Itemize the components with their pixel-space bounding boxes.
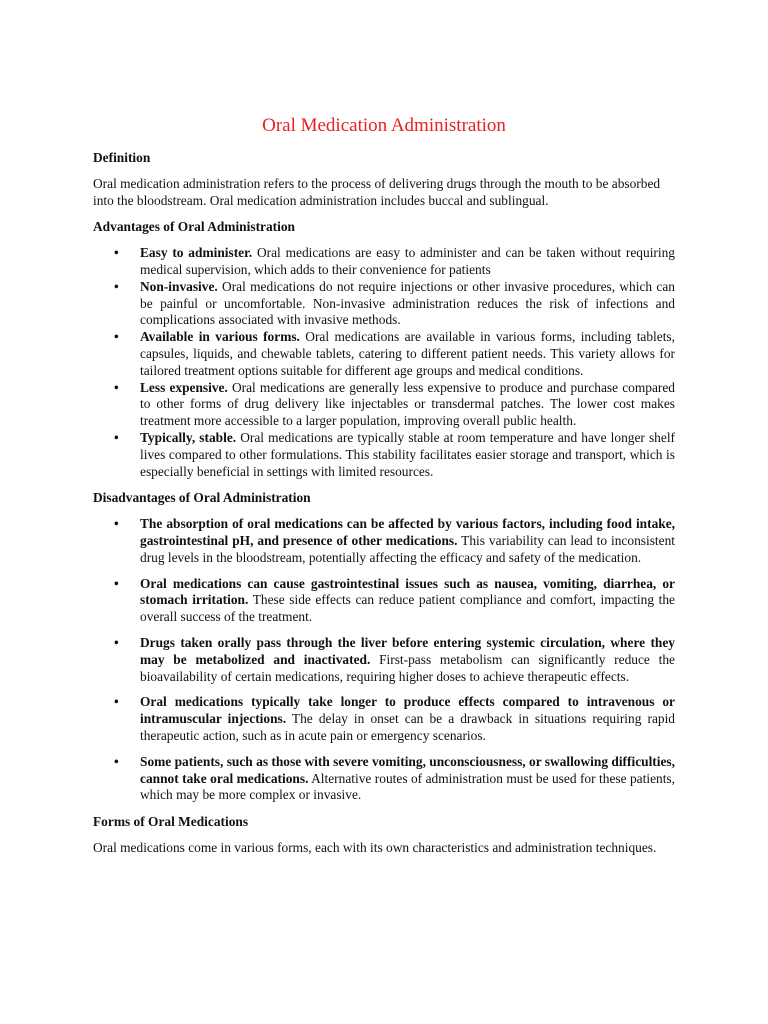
- definition-heading: Definition: [93, 150, 151, 165]
- list-item: [93, 635, 675, 685]
- list-item: [93, 245, 675, 279]
- item-lead: Available in various forms.: [140, 329, 300, 345]
- disadvantages-list: [93, 516, 675, 804]
- bullet-icon: •: [114, 429, 119, 445]
- item-lead: Typically, stable.: [140, 429, 237, 445]
- item-text: The delay in onset can be a drawback in situations requiring rapid therapeutic action, such as in acute pain or emergency scenarios.: [140, 711, 676, 743]
- definition-text: Oral medication administration refers to the process of delivering drugs through the mouth to be absorbed into the bloodstream. Oral medication administration includes buccal and sublingual.: [93, 175, 661, 208]
- page-title: Oral Medication Administration: [262, 115, 506, 136]
- list-item: [93, 329, 675, 379]
- item-text: First-pass metabolism can significantly reduce the bioavailability of certain medications, requiring higher doses to achieve therapeutic effects.: [140, 651, 675, 684]
- advantages-heading: Advantages of Oral Administration: [93, 219, 295, 235]
- item-lead: Some patients, such as those with severe vomiting, unconsciousness, or swallowing difficulties, cannot take oral medications.: [140, 753, 675, 786]
- bullet-icon: •: [114, 516, 119, 532]
- list-item: [93, 576, 675, 626]
- list-item: [93, 380, 675, 430]
- item-lead: Less expensive.: [140, 379, 228, 395]
- bullet-icon: •: [114, 753, 119, 769]
- list-item: [93, 430, 675, 480]
- item-text: Oral medications do not require injections or other invasive procedures, which can be painful or uncomfortable. Non-invasive administration reduces the risk of infections and complications associated with invasive methods.: [140, 278, 675, 328]
- item-lead: The absorption of oral medications can be affected by various factors, including food intake, gastrointestinal pH, and presence of other medications.: [140, 516, 675, 548]
- item-lead: Easy to administer.: [140, 245, 253, 261]
- bullet-icon: •: [114, 575, 119, 591]
- item-text: Oral medications are generally less expensive to produce and purchase compared to other forms of drug delivery like injectables or transdermal patches. The lower cost makes treatment more accessible to a larger population, improving overall public health.: [140, 379, 675, 429]
- list-item: [93, 516, 675, 566]
- list-item: [93, 279, 675, 329]
- disadvantages-heading: Disadvantages of Oral Administration: [93, 490, 311, 506]
- item-text: Oral medications are available in various forms, including tablets, capsules, liquids, and chewable tablets, catering to different patient needs. This variety allows for tailored treatment options suitable for different age groups and medical conditions.: [140, 329, 675, 378]
- item-text: Oral medications are easy to administer and can be taken without requiring medical supervision, which adds to their convenience for patients: [140, 245, 675, 277]
- item-lead: Drugs taken orally pass through the liver before entering systemic circulation, where they may be metabolized and inactivated.: [140, 634, 675, 667]
- item-lead: Non-invasive.: [140, 278, 218, 294]
- bullet-icon: •: [114, 329, 119, 345]
- item-lead: Oral medications typically take longer to produce effects compared to intravenous or intramuscular injections.: [140, 694, 675, 727]
- bullet-icon: •: [114, 245, 119, 261]
- bullet-icon: •: [114, 634, 119, 650]
- bullet-icon: •: [114, 379, 119, 395]
- list-item: [93, 694, 675, 744]
- document-page: [93, 114, 675, 867]
- bullet-icon: •: [114, 694, 119, 710]
- advantages-list: [93, 245, 675, 480]
- item-text: Oral medications are typically stable at room temperature and have longer shelf lives compared to other formulations. This stability facilitates easier storage and transport, which is especially beneficial in settings with limited resources.: [140, 429, 676, 479]
- forms-heading: Forms of Oral Medications: [93, 814, 249, 830]
- item-text: This variability can lead to inconsistent drug levels in the bloodstream, potentially affecting the efficacy and safety of the medication.: [140, 532, 675, 565]
- forms-text: Oral medications come in various forms, each with its own characteristics and administration techniques.: [93, 839, 657, 855]
- bullet-icon: •: [114, 278, 119, 294]
- list-item: [93, 754, 675, 804]
- item-text: Alternative routes of administration must be used for these patients, which may be more complex or invasive.: [140, 770, 675, 803]
- item-text: These side effects can reduce patient compliance and comfort, impacting the overall success of the treatment.: [140, 592, 675, 625]
- item-lead: Oral medications can cause gastrointestinal issues such as nausea, vomiting, diarrhea, or stomach irritation.: [140, 575, 675, 608]
